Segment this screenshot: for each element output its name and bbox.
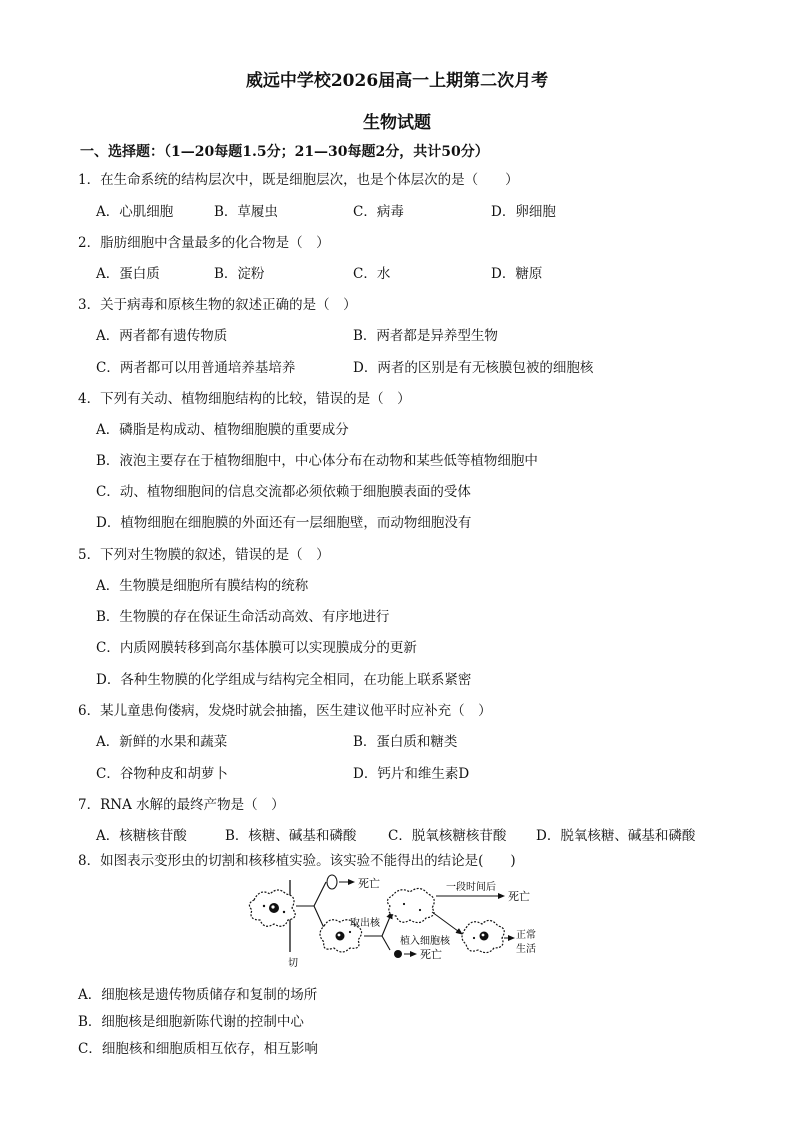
label-normal-1: 正常 (516, 930, 536, 941)
question-option: C．细胞核和细胞质相互依存，相互影响 (78, 1041, 318, 1057)
question-option: B．草履虫 (214, 204, 278, 220)
question-stem: 2．脂肪细胞中含量最多的化合物是（ ） (78, 235, 330, 251)
question-option: B．两者都是异养型生物 (353, 328, 498, 344)
question-option: D．各种生物膜的化学组成与结构完全相同，在功能上联系紧密 (96, 672, 472, 688)
question-option: D．卵细胞 (491, 204, 556, 220)
label-death-top: 死亡 (358, 877, 380, 890)
amoeba-enucleated (387, 888, 434, 922)
question-option: C．动、植物细胞间的信息交流都必须依赖于细胞膜表面的受体 (96, 484, 471, 500)
amoeba-experiment-diagram (240, 866, 560, 976)
question-option: A．磷脂是构成动、植物细胞膜的重要成分 (96, 422, 349, 438)
question-option: C．谷物种皮和胡萝卜 (96, 766, 228, 782)
question-option: B．生物膜的存在保证生命活动高效、有序地进行 (96, 609, 390, 625)
question-option: B．核糖、碱基和磷酸 (225, 828, 357, 844)
question-stem: 7．RNA 水解的最终产物是（ ） (78, 797, 285, 813)
question-stem: 5．下列对生物膜的叙述，错误的是（ ） (78, 547, 330, 563)
question-option: A．核糖核苷酸 (96, 828, 187, 844)
label-implant-nucleus: 植入细胞核 (400, 936, 450, 947)
label-cut: 切 (288, 958, 298, 969)
label-normal-2: 生活 (516, 944, 536, 955)
question-option: A．两者都有遗传物质 (96, 328, 228, 344)
question-option: A．蛋白质 (96, 266, 160, 282)
question-option: A．细胞核是遗传物质储存和复制的场所 (78, 987, 318, 1003)
question-stem: 4．下列有关动、植物细胞结构的比较，错误的是（ ） (78, 391, 411, 407)
question-option: C．病毒 (353, 204, 404, 220)
label-death-right: 死亡 (508, 890, 530, 903)
question-option: D．植物细胞在细胞膜的外面还有一层细胞壁，而动物细胞没有 (96, 515, 472, 531)
question-option: B．淀粉 (214, 266, 265, 282)
question-option: D．钙片和维生素D (353, 766, 470, 782)
question-stem: 6．某儿童患佝偻病，发烧时就会抽搐，医生建议他平时应补充（ ） (78, 703, 492, 719)
page-title: 威远中学校2026届高一上期第二次月考 (245, 71, 549, 91)
question-stem: 1．在生命系统的结构层次中，既是细胞层次，也是个体层次的是（ ） (78, 172, 519, 188)
question-stem: 8．如图表示变形虫的切割和核移植实验。该实验不能得出的结论是( ) (78, 853, 516, 869)
question-option: D．糖原 (491, 266, 543, 282)
question-option: B．细胞核是细胞新陈代谢的控制中心 (78, 1014, 304, 1030)
question-option: A．心肌细胞 (96, 204, 174, 220)
label-after-time: 一段时间后 (446, 882, 496, 893)
label-remove-nucleus: 取出核 (350, 918, 380, 929)
question-option: C．脱氧核糖核苷酸 (388, 828, 507, 844)
question-option: B．液泡主要存在于植物细胞中，中心体分布在动物和某些低等植物细胞中 (96, 453, 538, 469)
question-option: A．新鲜的水果和蔬菜 (96, 734, 228, 750)
question-option: A．生物膜是细胞所有膜结构的统称 (96, 578, 309, 594)
question-option: C．两者都可以用普通培养基培养 (96, 360, 296, 376)
question-stem: 3．关于病毒和原核生物的叙述正确的是（ ） (78, 297, 357, 313)
question-option: C．内质网膜转移到高尔基体膜可以实现膜成分的更新 (96, 640, 417, 656)
question-option: B．蛋白质和糖类 (353, 734, 458, 750)
section-heading: 一、选择题：（1—20每题1.5分；21—30每题2分，共计50分） (80, 144, 489, 160)
question-option: C．水 (353, 266, 391, 282)
page-subtitle: 生物试题 (363, 113, 431, 133)
question-option: D．脱氧核糖、碱基和磷酸 (536, 828, 696, 844)
question-option: D．两者的区别是有无核膜包被的细胞核 (353, 360, 594, 376)
label-death-bottom: 死亡 (420, 948, 442, 961)
